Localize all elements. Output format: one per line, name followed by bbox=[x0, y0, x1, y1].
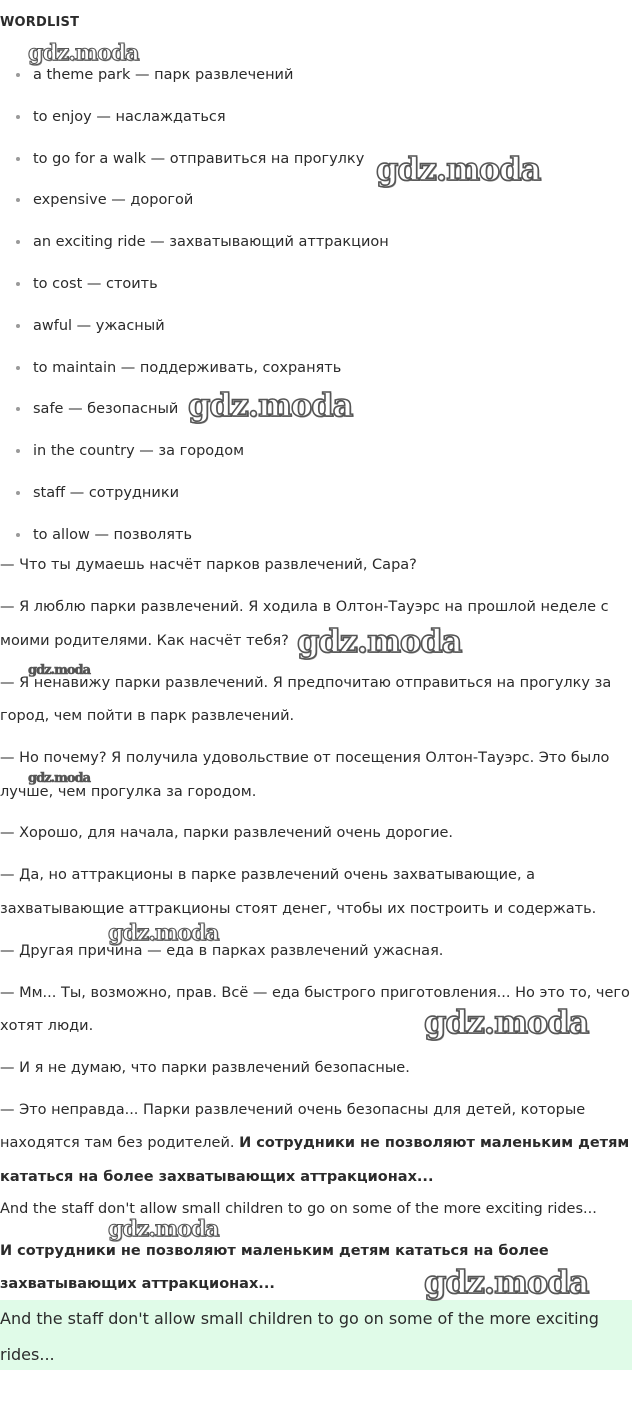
watermark-logo: gdz.moda bbox=[424, 1263, 589, 1301]
answer-box bbox=[0, 1300, 632, 1370]
watermark-logo: gdz.moda bbox=[28, 771, 91, 786]
dialogue-line: — Мм... Ты, возможно, прав. Всё — еда быстрого приготовления... Но это то, чего bbox=[0, 985, 630, 1001]
translation-line: And the staff don't allow small children to go on some of the more exciting rides... bbox=[0, 1201, 597, 1217]
wordlist-item: to enjoy — наслаждаться bbox=[0, 105, 389, 147]
bullet-icon bbox=[16, 73, 20, 77]
bullet-icon bbox=[16, 324, 20, 328]
bullet-icon bbox=[16, 491, 20, 495]
watermark-logo: gdz.moda bbox=[108, 1216, 219, 1242]
wordlist bbox=[0, 63, 389, 565]
dialogue-line: лучше, чем прогулка за городом. bbox=[0, 784, 257, 800]
dialogue-line: находятся там без родителей. И сотрудники не позволяют маленьким детям bbox=[0, 1135, 630, 1151]
watermark-logo: gdz.moda bbox=[376, 150, 541, 188]
watermark-logo: gdz.moda bbox=[188, 386, 353, 424]
bullet-icon bbox=[16, 282, 20, 286]
bullet-icon bbox=[16, 449, 20, 453]
dialogue-line: моими родителями. Как насчёт тебя? bbox=[0, 633, 289, 649]
dialogue-line: — Что ты думаешь насчёт парков развлечений, Сара? bbox=[0, 557, 417, 573]
watermark-logo: gdz.moda bbox=[28, 40, 139, 66]
dialogue-line: — Хорошо, для начала, парки развлечений очень дорогие. bbox=[0, 825, 454, 841]
dialogue-line: захватывающие аттракционы стоят денег, чтобы их построить и содержать. bbox=[0, 901, 597, 917]
bullet-icon bbox=[16, 240, 20, 244]
dialogue-line: — Это неправда... Парки развлечений очень безопасны для детей, которые bbox=[0, 1102, 586, 1118]
dialogue-line: хотят люди. bbox=[0, 1018, 94, 1034]
bullet-icon bbox=[16, 533, 20, 537]
dialogue-line: — Да, но аттракционы в парке развлечений очень захватывающие, а bbox=[0, 867, 536, 883]
task-sentence: И сотрудники не позволяют маленьким детям кататься на более bbox=[0, 1243, 549, 1259]
dialogue-line: — Другая причина — еда в парках развлечений ужасная. bbox=[0, 943, 444, 959]
watermark-logo: gdz.moda bbox=[424, 1003, 589, 1041]
wordlist-item: safe — безопасный bbox=[0, 397, 389, 439]
dialogue-line: — Я люблю парки развлечений. Я ходила в Олтон-Тауэрс на прошлой неделе с bbox=[0, 599, 609, 615]
dialogue-line: — Я ненавижу парки развлечений. Я предпочитаю отправиться на прогулку за bbox=[0, 675, 612, 691]
watermark-logo: gdz.moda bbox=[297, 622, 462, 660]
wordlist-item: an exciting ride — захватывающий аттракцион bbox=[0, 230, 389, 272]
watermark-logo: gdz.moda bbox=[28, 663, 91, 678]
wordlist-heading: WORDLIST bbox=[0, 15, 80, 30]
dialogue-highlight: И сотрудники не позволяют маленьким детям bbox=[239, 1135, 630, 1151]
dialogue-line: — Но почему? Я получила удовольствие от посещения Олтон-Тауэрс. Это было bbox=[0, 750, 610, 766]
dialogue-highlight: кататься на более захватывающих аттракционах... bbox=[0, 1169, 434, 1185]
wordlist-item: to go for a walk — отправиться на прогулку bbox=[0, 147, 389, 189]
wordlist-item: to allow — позволять bbox=[0, 523, 389, 565]
bullet-icon bbox=[16, 407, 20, 411]
wordlist-item: expensive — дорогой bbox=[0, 188, 389, 230]
bullet-icon bbox=[16, 115, 20, 119]
watermark-logo: gdz.moda bbox=[108, 920, 219, 946]
wordlist-item: awful — ужасный bbox=[0, 314, 389, 356]
answer-line: rides... bbox=[0, 1345, 55, 1364]
task-sentence: захватывающих аттракционах... bbox=[0, 1276, 275, 1292]
wordlist-item: a theme park — парк развлечений bbox=[0, 63, 389, 105]
dialogue-line: — И я не думаю, что парки развлечений безопасные. bbox=[0, 1060, 410, 1076]
bullet-icon bbox=[16, 157, 20, 161]
wordlist-item: staff — сотрудники bbox=[0, 481, 389, 523]
wordlist-item: to maintain — поддерживать, сохранять bbox=[0, 356, 389, 398]
answer-line: And the staff don't allow small children to go on some of the more exciting bbox=[0, 1309, 599, 1328]
bullet-icon bbox=[16, 366, 20, 370]
dialogue-line: город, чем пойти в парк развлечений. bbox=[0, 708, 295, 724]
bullet-icon bbox=[16, 198, 20, 202]
wordlist-item: to cost — стоить bbox=[0, 272, 389, 314]
wordlist-item: in the country — за городом bbox=[0, 439, 389, 481]
